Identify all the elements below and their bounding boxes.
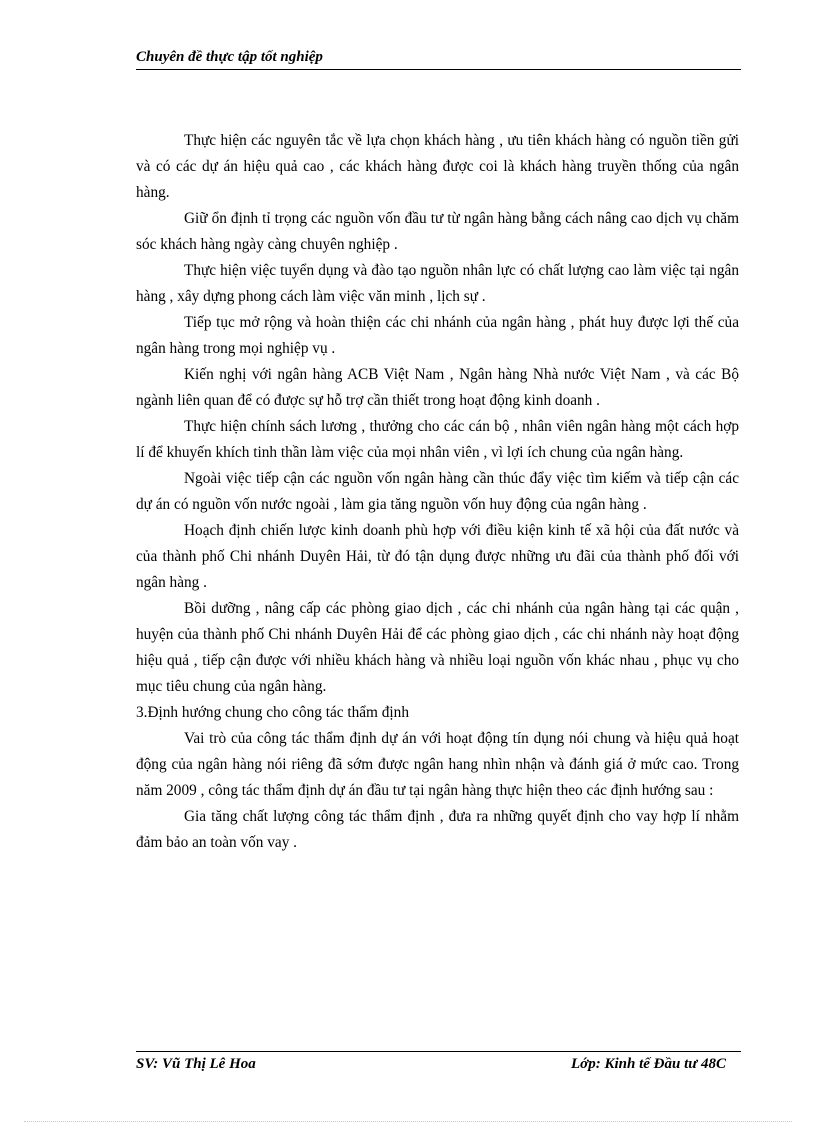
- paragraph: Tiếp tục mở rộng và hoàn thiện các chi nhánh của ngân hàng , phát huy được lợi thế của ngân hàng trong mọi nghiệp vụ .: [136, 314, 739, 357]
- footer-class-name: Lớp: Kinh tế Đầu tư 48C: [571, 1056, 726, 1072]
- section-heading: 3.Định hướng chung cho công tác thẩm định: [136, 704, 409, 721]
- footer-student-name: SV: Vũ Thị Lê Hoa: [136, 1056, 256, 1072]
- paragraph: Thực hiện việc tuyển dụng và đào tạo nguồn nhân lực có chất lượng cao làm việc tại ngân hàng , xây dựng phong cách làm việc văn minh , lịch sự .: [136, 262, 739, 305]
- paragraph: Hoạch định chiến lược kinh doanh phù hợp với điều kiện kinh tế xã hội của đất nước và của thành phố Chi nhánh Duyên Hải, từ đó tận dụng được những ưu đãi của thành phố đối với ngân hàng .: [136, 522, 739, 591]
- page-header-title: Chuyên đề thực tập tốt nghiệp: [136, 49, 323, 65]
- paragraph: Thực hiện các nguyên tắc về lựa chọn khách hàng , ưu tiên khách hàng có nguồn tiền gửi và có các dự án hiệu quả cao , các khách hàng được coi là khách hàng truyền thống của ngân hàng.: [136, 132, 739, 201]
- paragraph: Thực hiện chính sách lương , thưởng cho các cán bộ , nhân viên ngân hàng một cách hợp lí để khuyến khích tinh thần làm việc của mọi nhân viên , vì lợi ích chung của ngân hàng.: [136, 418, 739, 461]
- paragraph: Vai trò của công tác thẩm định dự án với hoạt động tín dụng nói chung và hiệu quả hoạt động của ngân hàng nói riêng đã sớm được ngân hang nhìn nhận và đánh giá ở mức cao. Trong năm 2009 , công tác thẩm định dự án đầu tư tại ngân hàng thực hiện theo các định hướng sau :: [136, 730, 739, 799]
- paragraph: Bồi dưỡng , nâng cấp các phòng giao dịch , các chi nhánh của ngân hàng tại các quận , huyện của thành phố Chi nhánh Duyên Hải để các phòng giao dịch , các chi nhánh này hoạt động hiệu quả , tiếp cận được với nhiều khách hàng và nhiều loại nguồn vốn khác nhau , phục vụ cho mục tiêu chung của ngân hàng.: [136, 600, 739, 695]
- paragraph: Gia tăng chất lượng công tác thẩm định , đưa ra những quyết định cho vay hợp lí nhằm đảm bảo an toàn vốn vay .: [136, 808, 739, 851]
- paragraph: Ngoài việc tiếp cận các nguồn vốn ngân hàng cần thúc đẩy việc tìm kiếm và tiếp cận các dự án có nguồn vốn nước ngoài , làm gia tăng nguồn vốn huy động của ngân hàng .: [136, 470, 739, 513]
- footer-rule: [136, 1051, 741, 1052]
- document-body: [136, 128, 739, 856]
- paragraph: Kiến nghị với ngân hàng ACB Việt Nam , Ngân hàng Nhà nước Việt Nam , và các Bộ ngành liên quan để có được sự hỗ trợ cần thiết trong hoạt động kinh doanh .: [136, 366, 739, 409]
- header-rule: [136, 69, 741, 70]
- page-boundary: [24, 1121, 792, 1122]
- paragraph: Giữ ổn định tỉ trọng các nguồn vốn đầu tư từ ngân hàng bằng cách nâng cao dịch vụ chăm sóc khách hàng ngày càng chuyên nghiệp .: [136, 210, 739, 253]
